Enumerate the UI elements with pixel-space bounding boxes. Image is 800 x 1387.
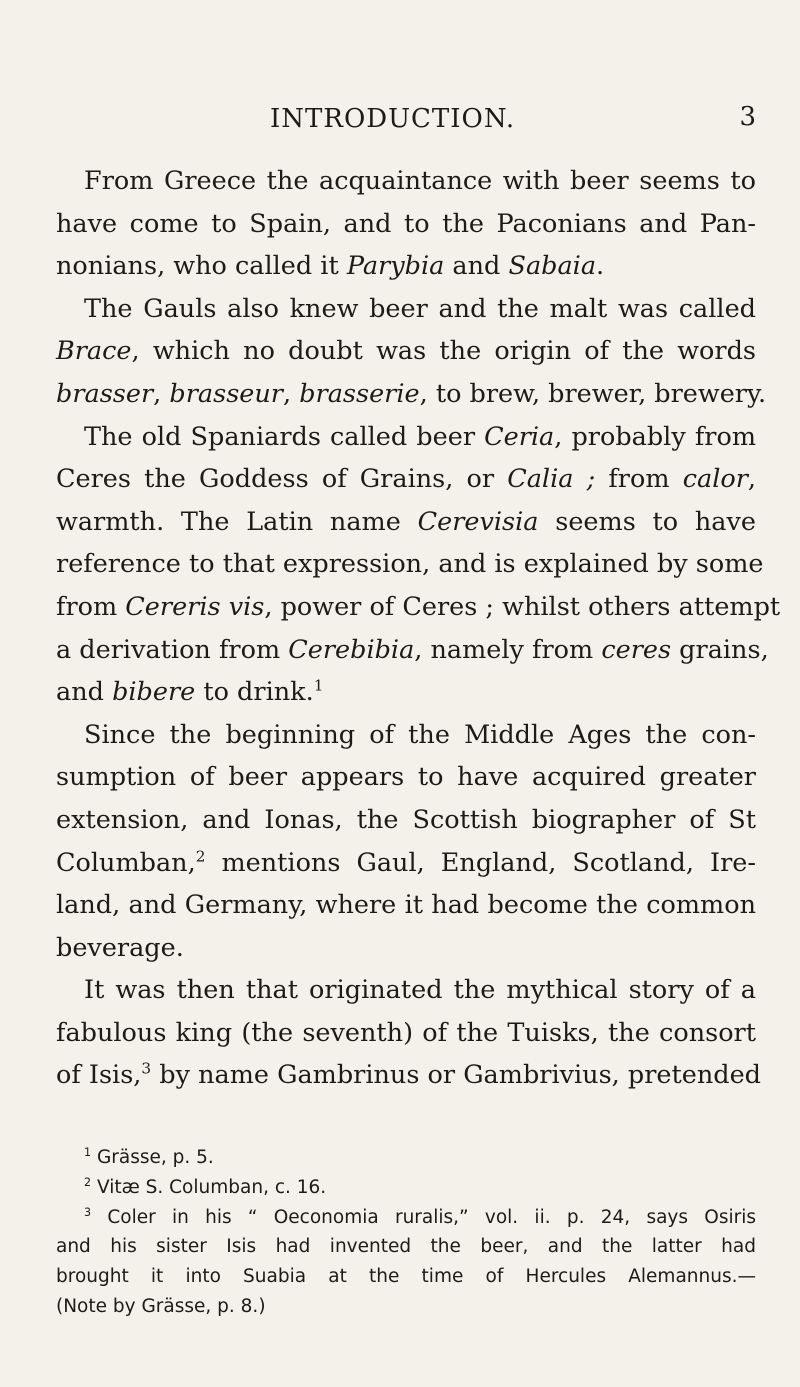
text-run: grains, [671,634,769,665]
text-run: fabulous king (the seventh) of the Tuisks, the consort [56,1017,756,1048]
text-line [56,458,756,501]
text-run: a derivation from [56,634,289,665]
italic-term: brasserie [299,378,420,409]
footnotes [56,1143,756,1322]
text-run: , which no doubt was the origin of the words [131,336,756,367]
text-line [56,629,769,672]
footnote-marker: 2 [84,1175,92,1189]
body-text [56,160,781,1097]
text-line [56,586,781,629]
footnote-marker: 1 [84,1145,92,1159]
text-line [56,714,756,757]
footnote-line [56,1173,756,1203]
text-line [56,842,756,885]
page-number: 3 [739,102,756,132]
text-line [56,501,756,544]
text-line [56,203,756,246]
text-line [56,1054,761,1097]
italic-term: Cerebibia [288,634,415,665]
text-run: and [56,677,113,708]
text-line [56,671,756,714]
text-run: from [595,464,683,495]
text-line [56,799,756,842]
italic-term: brasser [56,378,154,409]
text-run: Ceres the Goddess of Grains, or [56,464,508,495]
footnote-line [56,1262,756,1292]
text-run: nonians, who called it [56,251,347,282]
footnote-line [56,1143,756,1173]
text-run: (Note by Grässe, p. 8.) [56,1295,266,1317]
text-run: land, and Germany, where it had become the common [56,890,756,921]
text-run: brought it into Suabia at the time of Hercules Alemannus.— [56,1266,756,1288]
text-run: warmth. The Latin name [56,506,418,537]
text-line [56,416,756,459]
text-run: , [153,378,170,409]
text-run: , power of Ceres ; whilst others attempt [264,591,781,622]
footnote-line [56,1292,756,1322]
text-run: The Gauls also knew beer and the malt was called [84,293,756,324]
italic-term: Ceria [484,421,555,452]
italic-term: calor [682,464,748,495]
text-line [56,756,756,799]
italic-term: Calia ; [507,464,596,495]
text-run: , probably from [554,421,756,452]
italic-term: bibere [112,677,196,708]
text-run: It was then that originated the mythical story of a [84,975,756,1006]
text-run: Columban, [56,847,196,878]
text-line [56,927,756,970]
text-run: , [282,378,300,409]
text-line [56,245,756,288]
footnote-marker: 3 [141,1059,152,1078]
footnote-line [56,1203,756,1233]
footnote-marker: 3 [84,1205,92,1219]
text-line [56,288,756,331]
text-run: . [596,251,605,282]
text-run: From Greece the acquaintance with beer seems to [84,166,756,196]
footnote-marker: 1 [313,676,324,695]
text-run: , to brew, brewer, brewery. [419,378,767,409]
italic-term: Brace [56,336,132,367]
running-title: INTRODUCTION. [270,104,516,134]
text-run: and [444,251,509,282]
text-run: Coler in his “ Oeconomia ruralis,” vol. ii. p. 24, says Osiris [91,1206,756,1228]
text-run: by name Gambrinus or Gambrivius, pretended [151,1060,761,1091]
text-run: , namely from [414,634,602,665]
running-header [100,104,760,138]
text-run: to drink. [195,677,314,708]
text-line [56,543,764,586]
text-run: mentions Gaul, England, Scotland, Ire- [205,847,756,878]
italic-term: brasseur [169,378,283,409]
text-line [56,969,756,1012]
text-line [56,1012,756,1055]
text-run: Vitæ S. Columban, c. 16. [91,1176,327,1198]
text-run: beverage. [56,932,184,963]
text-run: seems to have [538,506,757,537]
text-run: Since the beginning of the Middle Ages the con- [84,719,756,750]
italic-term: Cerevisia [417,506,539,537]
text-run: of Isis, [56,1060,142,1091]
text-run: Grässe, p. 5. [91,1147,214,1168]
footnote-line [56,1232,756,1262]
italic-term: Parybia [346,251,445,282]
text-run: have come to Spain, and to the Paconians and Pan- [56,208,756,239]
text-run: , [747,464,756,495]
footnote-marker: 2 [195,847,206,865]
italic-term: ceres [601,634,672,665]
text-line [56,373,767,416]
text-line [56,160,756,203]
text-line [56,330,756,373]
italic-term: Cereris vis [125,591,265,622]
italic-term: Sabaia [508,251,597,282]
text-run: reference to that expression, and is explained by some [56,549,764,580]
text-run: sumption of beer appears to have acquired greater [56,762,756,793]
text-run: and his sister Isis had invented the beer, and the latter had [56,1236,756,1258]
text-run: from [56,591,126,622]
text-line [56,884,756,927]
text-run: extension, and Ionas, the Scottish biographer of St [56,804,756,835]
text-run: The old Spaniards called beer [84,421,485,452]
